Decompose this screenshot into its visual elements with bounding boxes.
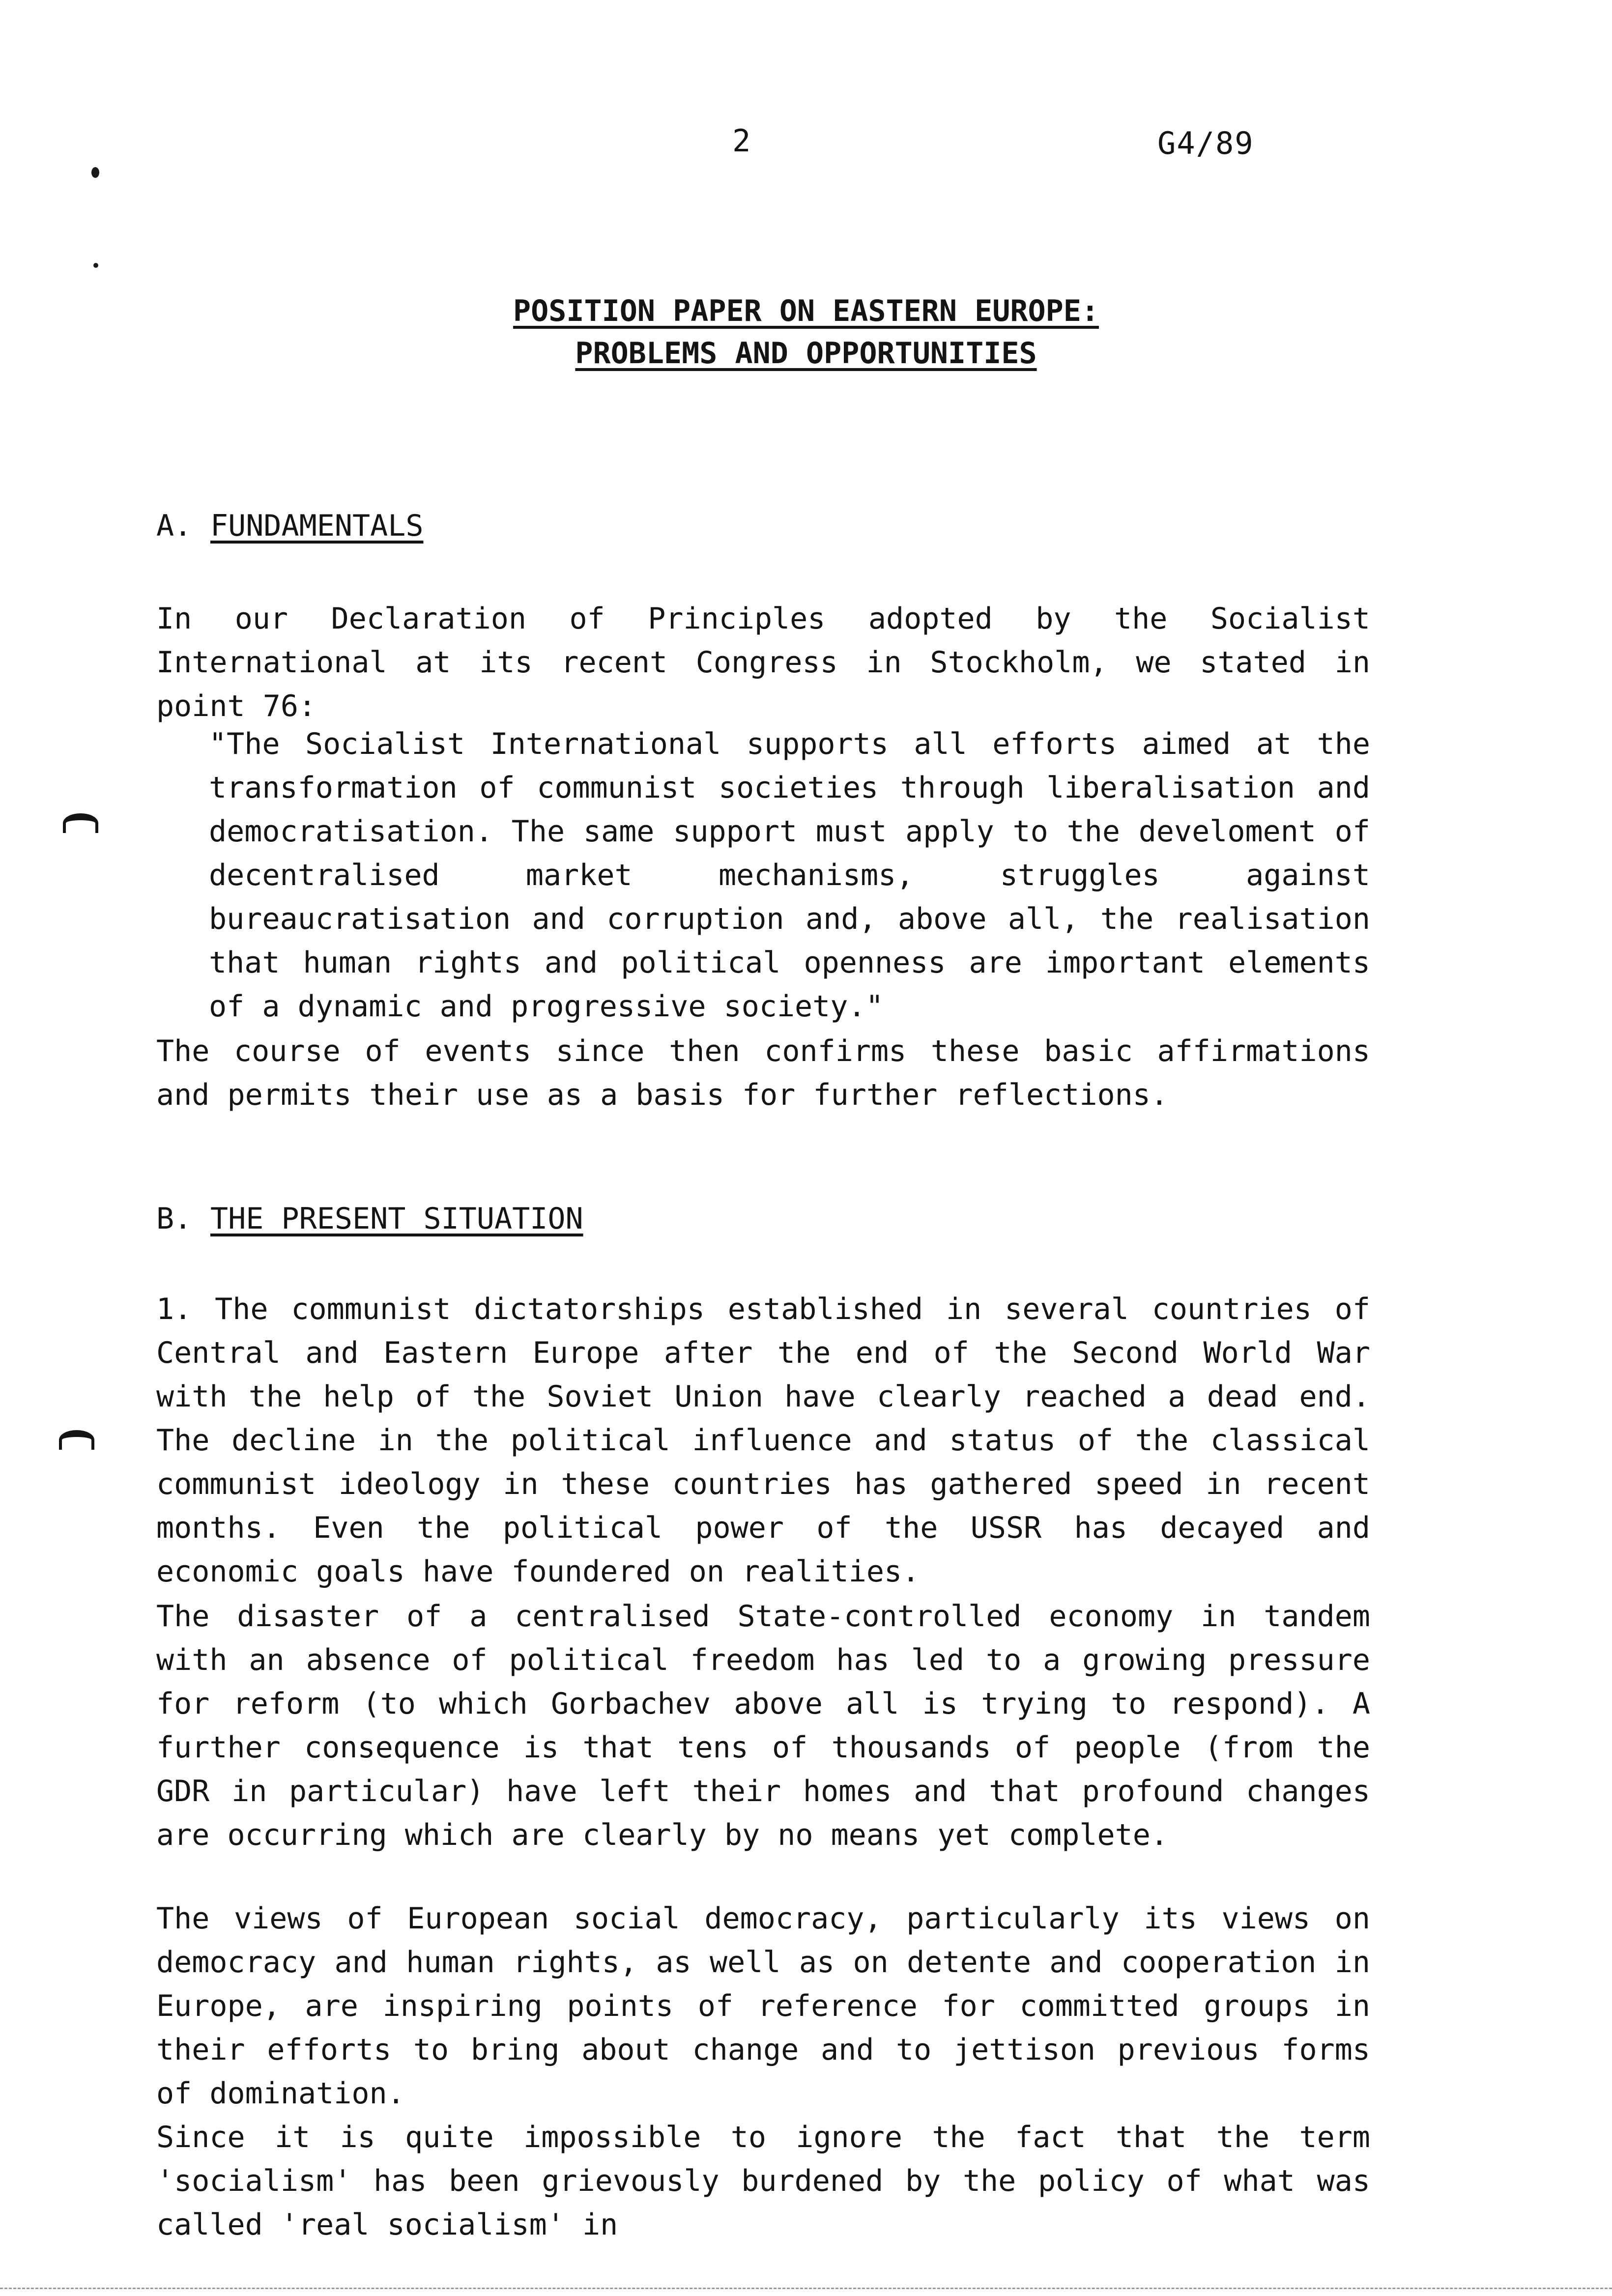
scan-speck [91,167,99,178]
scan-speck [93,263,98,268]
section-title: THE PRESENT SITUATION [210,1202,583,1236]
body-paragraph: 1. The communist dictatorships established in several countries of Central and Eastern Europe after the end of the Second World War with the help of the Soviet Union have clearly reached a dead end. The decline in the political influence and status of the classical communist ideology in these countries has gathered speed in recent months. Even the political power of the USSR has decayed and economic goals have foundered on realities. [156,1292,1370,1589]
section-heading-present-situation [156,1202,583,1236]
section-letter: A. [156,509,192,543]
closing-paragraph: The course of events since then confirms these basic affirmations and permits their use as a basis for further reflections. [156,1034,1370,1112]
body-paragraph: The views of European social democracy, particularly its views on democracy and human rights, as well as on detente and cooperation in Europe, are inspiring points of reference for committed groups in their efforts to bring about change and to jettison previous forms of domination. [156,1901,1370,2111]
intro-paragraph: In our Declaration of Principles adopted by the Socialist International at its recent Congress in Stockholm, we stated in point 76: [156,602,1370,723]
section-title: FUNDAMENTALS [210,509,424,543]
punch-hole-mark [59,1430,94,1450]
punch-hole-mark [63,813,98,833]
title-line-2: PROBLEMS AND OPPORTUNITIES [575,336,1037,371]
document-title [147,290,1465,374]
body-paragraph: Since it is quite impossible to ignore the fact that the term 'socialism' has been grievously burdened by the policy of what was called 'real socialism' in [156,2120,1370,2242]
section-heading-fundamentals [156,509,423,543]
scan-edge-line [0,2288,1612,2289]
document-reference: G4/89 [1157,125,1254,161]
declaration-quote: "The Socialist International supports all efforts aimed at the transformation of communist societies through liberalisation and democratisation. The same support must apply to the develoment of decentralised market mechanisms, struggles against bureaucratisation and corruption and, above all, the realisation that human rights and political openness are important elements of a dynamic and progressive society." [209,727,1370,1024]
page-number: 2 [732,123,751,159]
section-letter: B. [156,1202,192,1236]
title-line-1: POSITION PAPER ON EASTERN EUROPE: [513,294,1099,328]
body-paragraph: The disaster of a centralised State-controlled economy in tandem with an absence of political freedom has led to a growing pressure for reform (to which Gorbachev above all is trying to respond). A further consequence is that tens of thousands of people (from the GDR in particular) have left their homes and that profound changes are occurring which are clearly by no means yet complete. [156,1599,1370,1852]
